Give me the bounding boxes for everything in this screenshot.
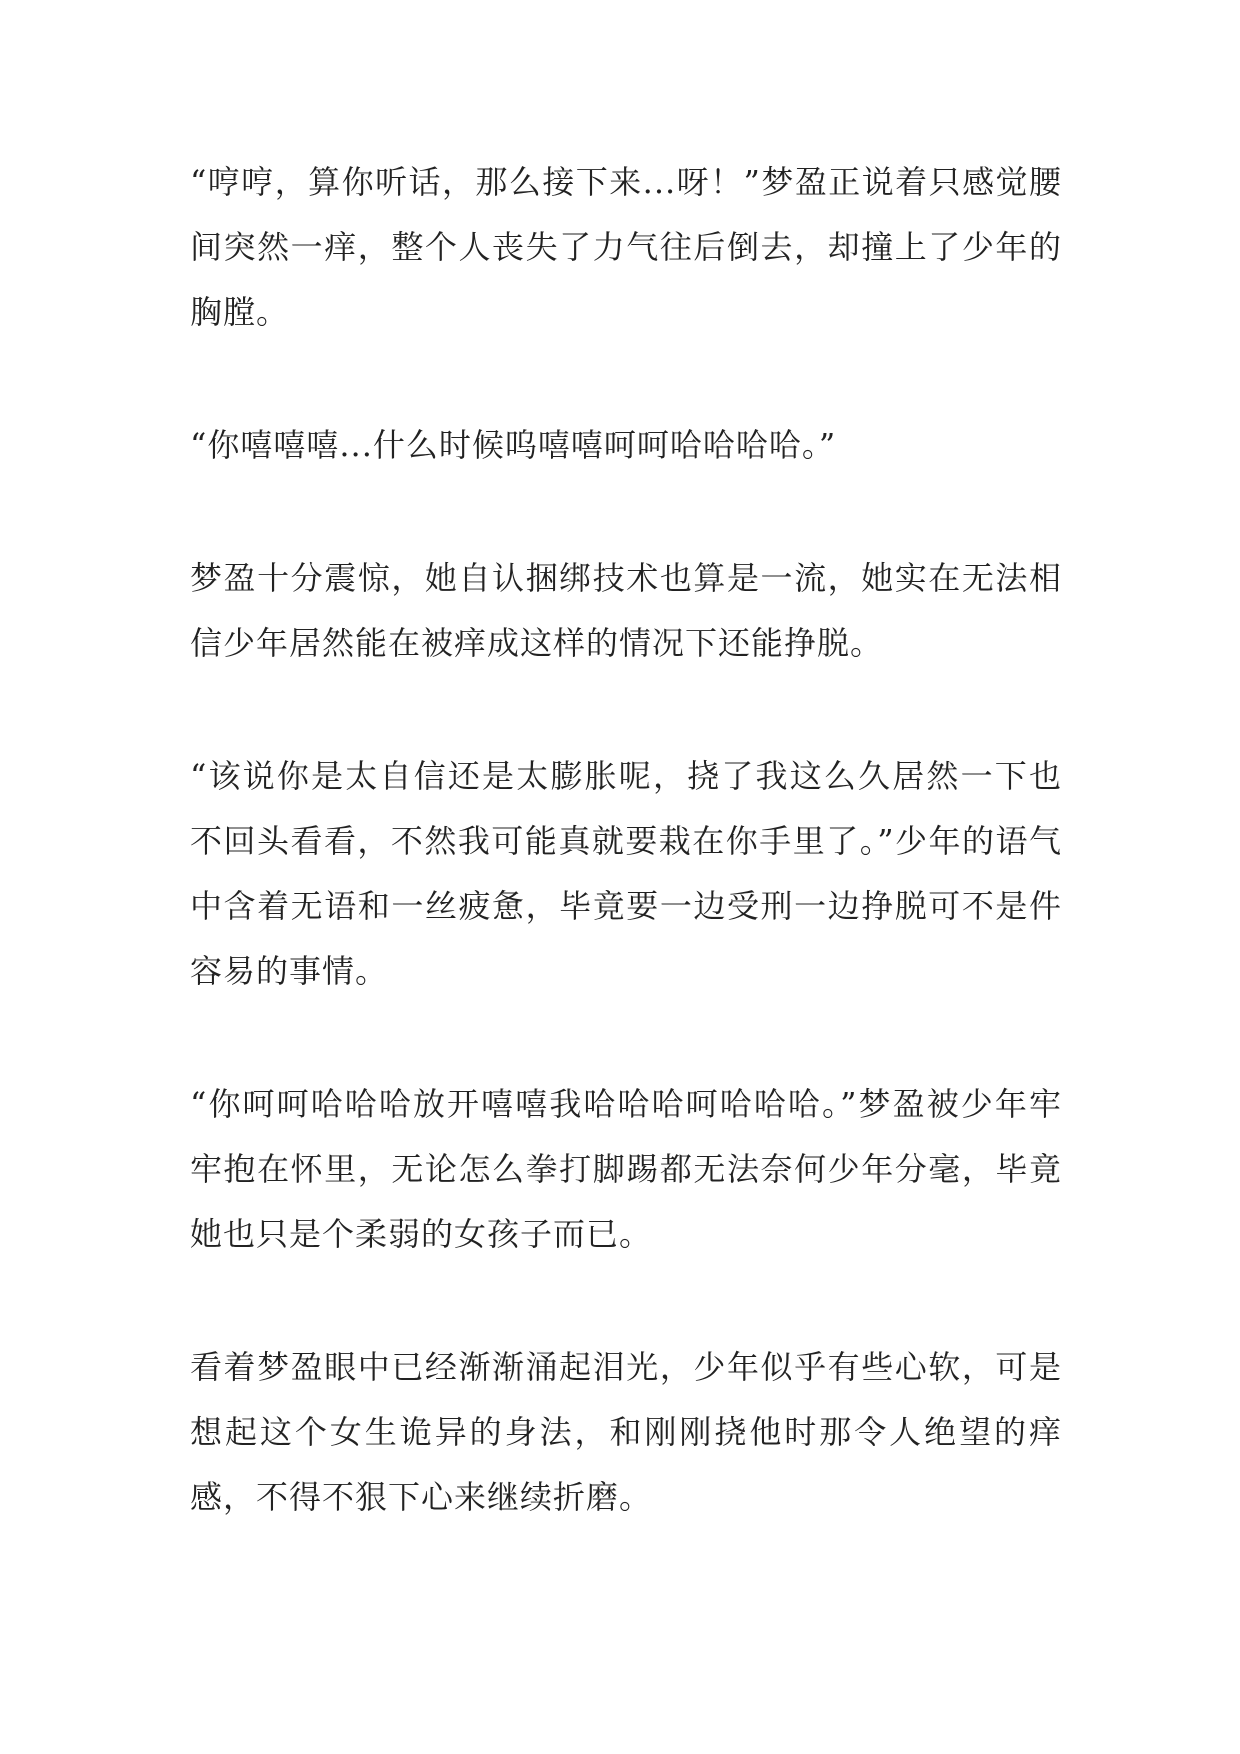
paragraph-2: “你嘻嘻嘻...什么时候呜嘻嘻呵呵哈哈哈哈。” (190, 426, 837, 464)
paragraph-4: “该说你是太自信还是太膨胀呢，挠了我这么久居然一下也不回头看看，不然我可能真就要栽在你手里了。”少年的语气中含着无语和一丝疲惫，毕竟要一边受刑一边挣脱可不是件容易的事情。 (190, 757, 1062, 990)
paragraph-6: 看着梦盈眼中已经渐渐涌起泪光，少年似乎有些心软，可是想起这个女生诡异的身法，和刚刚挠他时那令人绝望的痒感，不得不狠下心来继续折磨。 (190, 1348, 1062, 1516)
paragraph-3: 梦盈十分震惊，她自认捆绑技术也算是一流，她实在无法相信少年居然能在被痒成这样的情况下还能挣脱。 (190, 559, 1062, 662)
text-body (190, 150, 1062, 1598)
paragraph-5: “你呵呵哈哈哈放开嘻嘻我哈哈哈呵哈哈哈。”梦盈被少年牢牢抱在怀里，无论怎么拳打脚踢都无法奈何少年分毫，毕竟她也只是个柔弱的女孩子而已。 (190, 1085, 1062, 1253)
paragraph-1: “哼哼，算你听话，那么接下来...呀！”梦盈正说着只感觉腰间突然一痒，整个人丧失了力气往后倒去，却撞上了少年的胸膛。 (190, 163, 1062, 331)
